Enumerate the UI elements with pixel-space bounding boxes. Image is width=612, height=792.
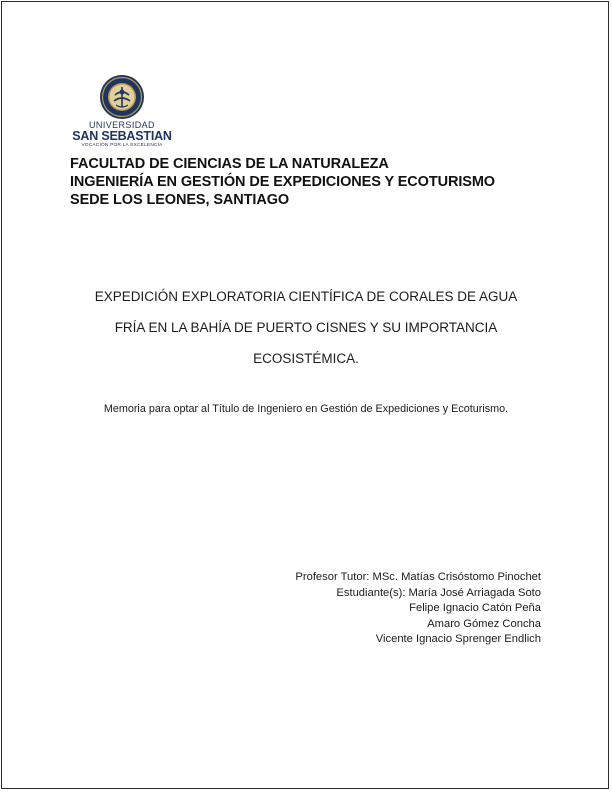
tutor-line: Profesor Tutor: MSc. Matías Crisóstomo Pinochet <box>295 571 541 583</box>
logo-motto: VOCACIÓN POR LA EXCELENCIA <box>81 143 163 148</box>
title-line-3: ECOSISTÉMICA. <box>253 351 359 366</box>
credits-block <box>295 570 541 648</box>
university-seal-icon <box>99 74 145 120</box>
university-logo <box>72 74 172 150</box>
campus: SEDE LOS LEONES, SANTIAGO <box>70 192 290 208</box>
logo-university-name: SAN SEBASTIAN <box>72 129 172 143</box>
student-line-4: Vicente Ignacio Sprenger Endlich <box>375 633 541 645</box>
degree-program: INGENIERÍA EN GESTIÓN DE EXPEDICIONES Y ECOTURISMO <box>70 174 495 190</box>
title-line-2: FRÍA EN LA BAHÍA DE PUERTO CISNES Y SU IMPORTANCIA <box>114 320 498 335</box>
student-line-3: Amaro Gómez Concha <box>427 617 541 630</box>
thesis-title <box>50 286 562 379</box>
title-line-1: EXPEDICIÓN EXPLORATORIA CIENTÍFICA DE CORALES DE AGUA <box>94 289 518 304</box>
faculty-name: FACULTAD DE CIENCIAS DE LA NATURALEZA <box>70 156 389 172</box>
logo-university-label: UNIVERSIDAD <box>89 120 155 130</box>
thesis-subtitle: Memoria para optar al Título de Ingeniero en Gestión de Expediciones y Ecoturismo. <box>103 403 509 415</box>
student-line-2: Felipe Ignacio Catón Peña <box>409 602 541 614</box>
student-line-1: Estudiante(s): María José Arriagada Soto <box>336 586 541 599</box>
faculty-header <box>70 155 495 209</box>
